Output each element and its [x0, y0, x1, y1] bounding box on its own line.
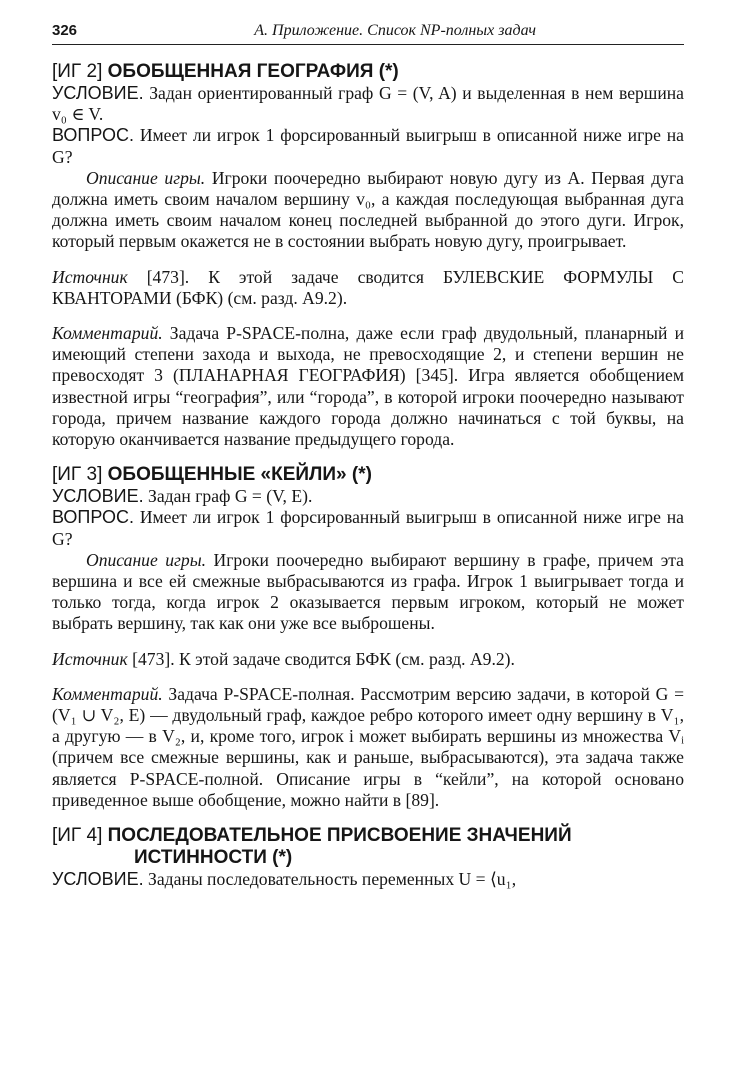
condition-text: Заданы последовательность переменных U = ⟨u₁, — [148, 869, 517, 890]
spacer — [52, 309, 684, 323]
source-paragraph — [52, 649, 684, 670]
description-label: Описание игры. — [86, 167, 206, 188]
condition-text: Задан ориентированный граф G = (V, A) и выделенная в нем вершина v₀ ∈ V. — [52, 83, 684, 125]
problem-ig2 — [52, 61, 684, 450]
condition-label: УСЛОВИЕ. — [52, 869, 144, 890]
comment-paragraph — [52, 323, 684, 450]
source-text: [473]. К этой задаче сводится БФК (см. разд. А9.2). — [132, 648, 515, 669]
description-paragraph — [52, 550, 684, 635]
condition-label: УСЛОВИЕ. — [52, 83, 144, 103]
source-paragraph — [52, 267, 684, 309]
condition-paragraph — [52, 83, 684, 125]
problem-heading — [52, 464, 684, 486]
comment-text: Задача P-SPACE-полная. Рассмотрим версию задачи, в которой G = (V₁ ∪ V₂, E) — двудольный граф, каждое ребро которого имеет одну вершину в V₁, а другую — в V₂, и, кроме того, игрок i может выбирать вершины из множества Vᵢ (причем все смежные вершины, как и раньше, выбрасываются), эта задача также является P-SPACE-полной. Описание игры в “кейли”, на которой основано приведенное выше обобщение, можно найти в [89]. — [52, 683, 685, 810]
comment-paragraph — [52, 684, 684, 811]
problem-ig4 — [52, 825, 684, 890]
question-text: Имеет ли игрок 1 форсированный выигрыш в описанной ниже игре на G? — [52, 507, 684, 549]
problem-heading — [52, 61, 684, 83]
spacer — [52, 450, 684, 464]
description-text: Игроки поочередно выбирают новую дугу из A. Первая дуга должна иметь своим началом вершину v₀, а каждая последующая выбранная дуга должна иметь своим началом конец последней выбранной до этого дуги. Игрок, который первым окажется не в состоянии выбрать новую дугу, проигрывает. — [52, 167, 684, 252]
condition-paragraph — [52, 486, 684, 507]
running-title: А. Приложение. Список NP-полных задач — [254, 22, 536, 39]
problem-name: ОБОБЩЕННЫЕ «КЕЙЛИ» (*) — [107, 464, 372, 486]
condition-label: УСЛОВИЕ. — [52, 486, 144, 507]
spacer — [52, 670, 684, 684]
book-page — [52, 20, 684, 890]
question-label: ВОПРОС. — [52, 507, 134, 528]
spacer — [52, 635, 684, 649]
question-label: ВОПРОС. — [52, 125, 134, 146]
question-paragraph — [52, 125, 684, 167]
source-text: [473]. К этой задаче сводится БУЛЕВСКИЕ ФОРМУЛЫ С КВАНТОРАМИ (БФК) (см. разд. А9.2). — [52, 266, 684, 308]
problem-code: [ИГ 3] — [52, 464, 103, 486]
description-label: Описание игры. — [86, 549, 207, 570]
problem-heading — [52, 825, 684, 869]
spacer — [52, 811, 684, 825]
problem-code: [ИГ 2] — [52, 61, 103, 82]
question-paragraph — [52, 507, 684, 549]
question-text: Имеет ли игрок 1 форсированный выигрыш в описанной ниже игре на G? — [52, 125, 684, 167]
comment-label: Комментарий. — [52, 323, 163, 344]
running-head — [52, 20, 684, 45]
comment-label: Комментарий. — [52, 683, 163, 704]
problem-name: ОБОБЩЕННАЯ ГЕОГРАФИЯ (*) — [107, 61, 399, 82]
problem-ig3 — [52, 464, 684, 811]
problem-code: [ИГ 4] — [52, 825, 103, 847]
condition-paragraph — [52, 869, 684, 890]
condition-text: Задан граф G = (V, E). — [148, 486, 313, 507]
description-text: Игроки поочередно выбирают вершину в графе, причем эта вершина и все ей смежные выбрасываются из графа. Игрок 1 выигрывает тогда и только тогда, когда игрок 2 оказывается первым игроком, который не может выбрать вершину, так как они уже все выброшены. — [52, 549, 684, 634]
problem-name: ПОСЛЕДОВАТЕЛЬНОЕ ПРИСВОЕНИЕ ЗНАЧЕНИЙ ИСТИННОСТИ (*) — [107, 825, 572, 869]
comment-text: Задача P-SPACE-полна, даже если граф двудольный, планарный и имеющий степени захода и выхода, не превосходящие 2, и степени вершин не превосходят 3 (ПЛАНАРНАЯ ГЕОГРАФИЯ) [345]. Игра является обобщением известной игры “география”, или “города”, в которой игроки поочередно называют города, причем название каждого города должно начинаться с той буквы, на которую оканчивается название предыдущего города. — [52, 323, 684, 450]
spacer — [52, 253, 684, 267]
source-label: Источник — [52, 648, 128, 669]
page-number: 326 — [52, 22, 78, 39]
description-paragraph — [52, 168, 684, 253]
source-label: Источник — [52, 266, 128, 287]
